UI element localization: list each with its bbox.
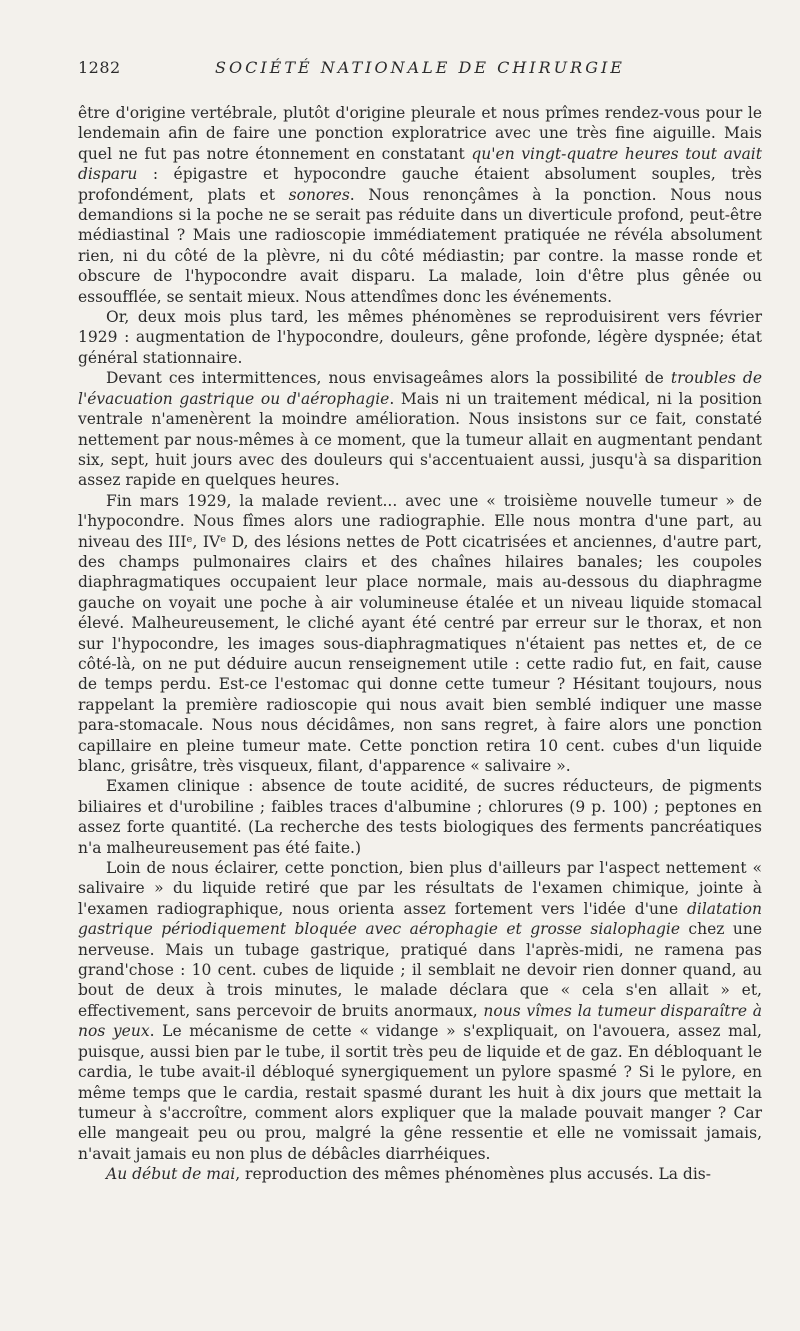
paragraph [78,491,762,777]
italic-text: Au début de mai [106,1165,236,1184]
paragraph [78,858,762,1164]
italic-text: troubles de l'évacuation gastrique ou d'aérophagie [78,369,762,408]
body-text [78,103,762,1185]
text-segment: Loin de nous éclairer, cette ponction, bien plus d'ailleurs par l'aspect nettement « salivaire » du liquide retiré que par les résultats de l'examen chimique, jointe à l'examen radiographique, nous orienta assez fortement vers l'idée d'une [78,859,762,918]
paragraph [78,776,762,858]
paragraph [78,103,762,307]
page-header [78,58,762,82]
paragraph [78,307,762,368]
text-segment: . Le mécanisme de cette « vidange » s'expliquait, on l'avouera, assez mal, puisque, aussi bien par le tube, il sortit très peu de liquide et de gaz. En débloquant le cardia, le tube avait-il débloqué synergiquement un pylore spasmé ? Si le pylore, en même temps que le cardia, restait spasmé durant les huit à dix jours que mettait la tumeur à s'accroître, comment alors expliquer que la malade pouvait manger ? Car elle mangeait peu ou prou, malgré la gêne ressentie et elle ne vomissait jamais, n'avait jamais eu non plus de débâcles diarrhéiques. [78,1022,762,1163]
text-segment: chez une nerveuse. Mais un tubage gastrique, pratiqué dans l'après-midi, ne ramena pas grand'chose : 10 cent. cubes de liquide ; il semblait ne devoir rien donner quand, au bout de deux à trois minutes, le malade déclara que « cela s'en allait » et, effectivement, sans percevoir de bruits anormaux, [78,920,762,1020]
text-segment: . Nous renonçâmes à la ponction. Nous nous demandions si la poche ne se serait pas réduite dans un diverticule profond, peut-être médiastinal ? Mais une radioscopie immédiatement pratiquée ne révéla absolument rien, ni du côté de la plèvre, ni du côté médiastin; par contre. la masse ronde et obscure de l'hypocondre avait disparu. La malade, loin d'être plus gênée ou essoufflée, se sentait mieux. Nous attendîmes donc les événements. [78,185,762,306]
text-segment: . Mais ni un traitement médical, ni la position ventrale n'amenèrent la moindre amélioration. Nous insistons sur ce fait, constaté nettement par nous-mêmes à ce moment, que la tumeur allait en augmentant pendant six, sept, huit jours avec des douleurs qui s'accentuaient aussi, jusqu'à sa disparition assez rapide en quelques heures. [78,389,763,490]
page-number: 1282 [78,58,121,77]
text-segment: : épigastre et hypocondre gauche étaient absolument souples, très profondément, plats et [78,165,762,204]
text-segment: être d'origine vertébrale, plutôt d'origine pleurale et nous prîmes rendez-vous pour le lendemain afin de faire une ponction exploratrice avec une très fine aiguille. Mais quel ne fut pas notre étonnement en constatant [78,104,762,163]
paragraph [78,1164,762,1184]
italic-text: dilatation gastrique périodiquement bloquée avec aérophagie et grosse sialophagie [78,899,762,939]
italic-text: sonores [288,185,350,204]
text-segment: , reproduction des mêmes phénomènes plus accusés. La dis- [235,1165,711,1184]
text-segment: Examen clinique : absence de toute acidité, de sucres réducteurs, de pigments biliaires et d'urobiline ; faibles traces d'albumine ; chlorures (9 p. 100) ; peptones en assez forte quantité. (La recherche des tests biologiques des ferments pancréatiques n'a malheureusement pas été faite.) [78,777,762,857]
text-segment: Or, deux mois plus tard, les mêmes phénomènes se reproduisirent vers février 1929 : augmentation de l'hypocondre, douleurs, gêne profonde, légère dyspnée; état général stationnaire. [78,308,762,367]
paragraph [78,368,762,490]
italic-text: qu'en vingt-quatre heures tout avait disparu [78,144,762,184]
text-segment: Devant ces intermittences, nous envisageâmes alors la possibilité de [106,369,671,388]
text-segment: Fin mars 1929, la malade revient... avec une « troisième nouvelle tumeur » de l'hypocondre. Nous fîmes alors une radiographie. Elle nous montra d'une part, au niveau des IIIᵉ, IVᵉ D, des lésions nettes de Pott cicatrisées et anciennes, d'autre part, des champs pulmonaires clairs et des chaînes hilaires banales; les coupoles diaphragmatiques occupaient leur place normale, mais au-dessous du diaphragme gauche on voyait une poche à air volumineuse étalée et un niveau liquide stomacal élevé. Malheureusement, le cliché ayant été centré par erreur sur le thorax, et non sur l'hypocondre, les images sous-diaphragmatiques n'étaient pas nettes et, de ce côté-là, on ne put déduire aucun renseignement utile : cette radio fut, en fait, cause de temps perdu. Est-ce l'estomac qui donne cette tumeur ? Hésitant toujours, nous rappelant la première radioscopie qui nous avait bien semblé indiquer une masse para-stomacale. Nous nous décidâmes, non sans regret, à faire alors une ponction capillaire en pleine tumeur mate. Cette ponction retira 10 cent. cubes d'un liquide blanc, grisâtre, très visqueux, filant, d'apparence « salivaire ». [78,491,762,775]
running-title: SOCIÉTÉ NATIONALE DE CHIRURGIE [215,58,625,77]
italic-text: nous vîmes la tumeur disparaître à nos yeux [78,1001,762,1041]
